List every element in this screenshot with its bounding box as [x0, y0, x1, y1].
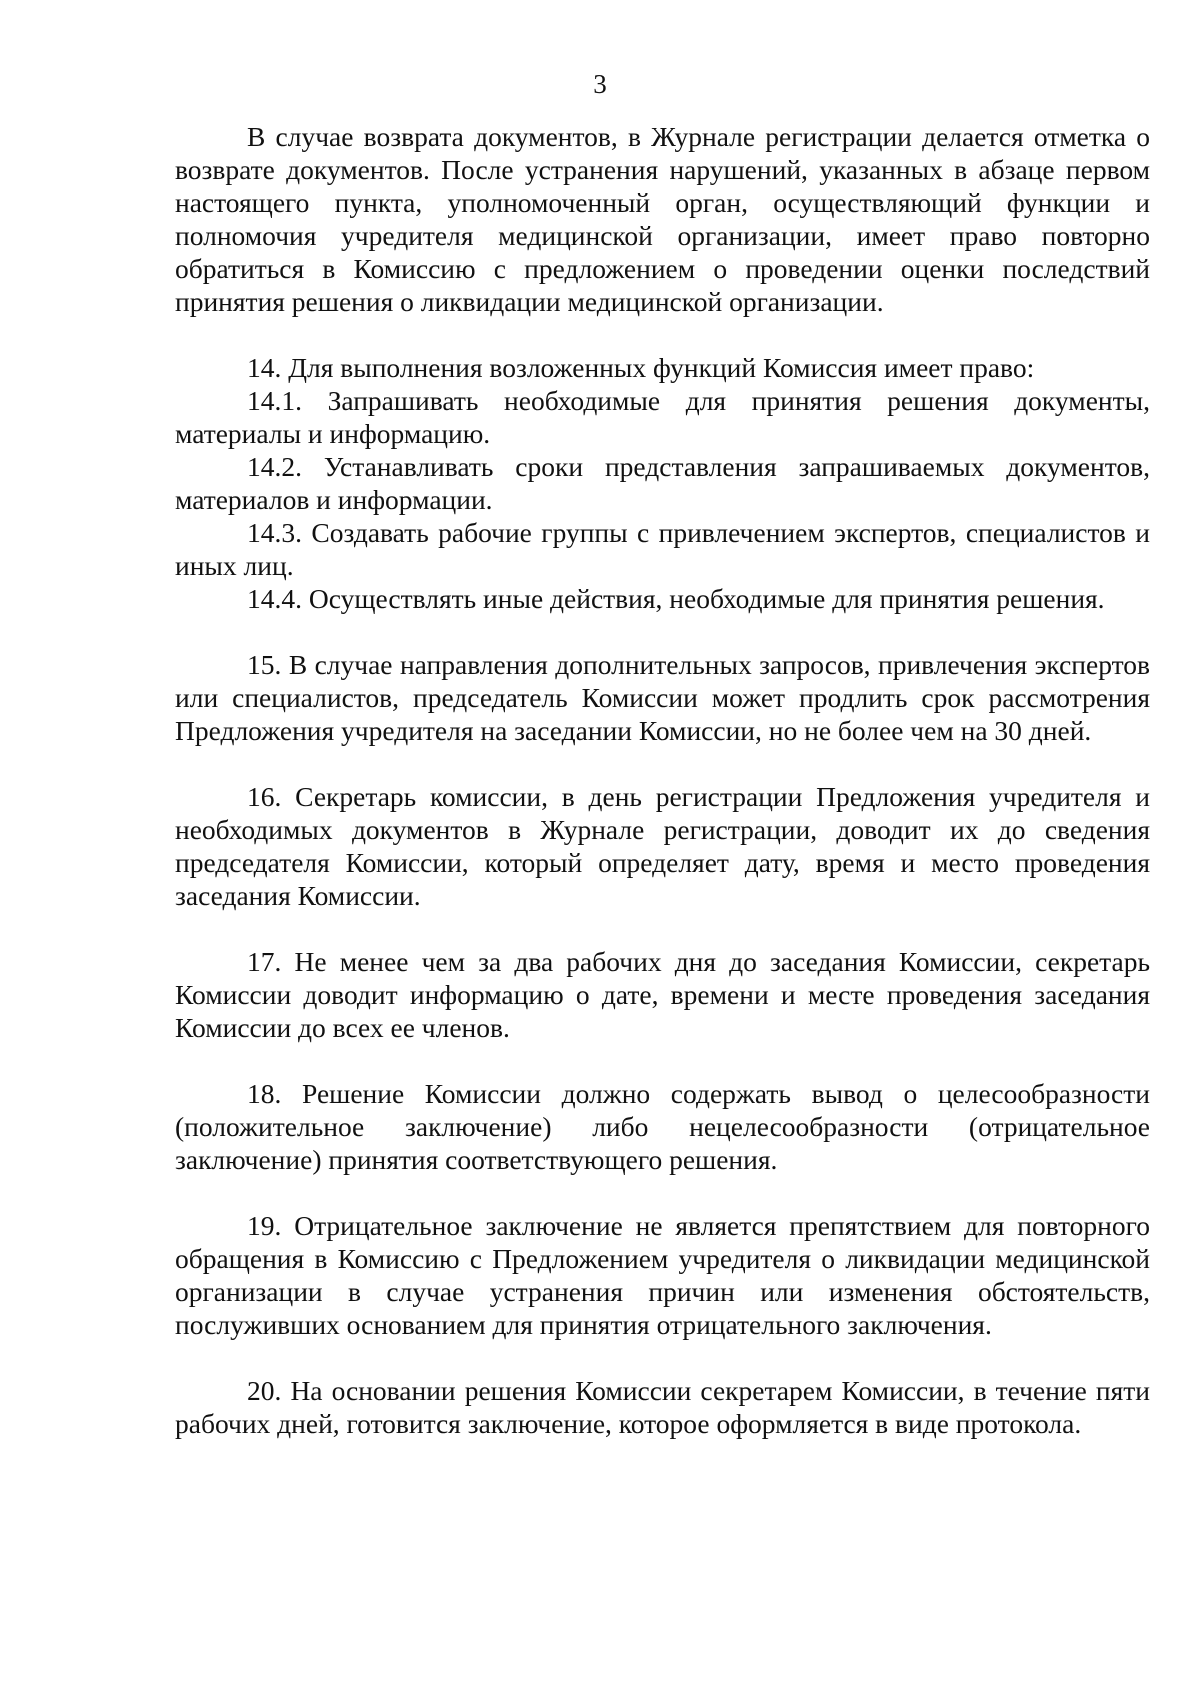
paragraph-return-of-documents: В случае возврата документов, в Журнале регистрации делается отметка о возврате документов. После устранения нарушений, указанных в абзаце первом настоящего пункта, уполномоченный орган, осуществляющий функции и полномочия учредителя медицинской организации, имеет право повторно обратиться в Комиссию с предложением о проведении оценки последствий принятия решения о ликвидации медицинской организации. [175, 121, 1150, 317]
paragraph-14-2: 14.2. Устанавливать сроки представления запрашиваемых документов, материалов и информации. [175, 451, 1150, 515]
paragraph-17: 17. Не менее чем за два рабочих дня до заседания Комиссии, секретарь Комиссии доводит информацию о дате, времени и месте проведения заседания Комиссии до всех ее членов. [175, 946, 1150, 1043]
paragraph-14-3: 14.3. Создавать рабочие группы с привлечением экспертов, специалистов и иных лиц. [175, 517, 1150, 581]
paragraph-14-4: 14.4. Осуществлять иные действия, необходимые для принятия решения. [247, 583, 1105, 614]
paragraph-19: 19. Отрицательное заключение не является препятствием для повторного обращения в Комиссию с Предложением учредителя о ликвидации медицинской организации в случае устранения причин или изменения обстоятельств, послуживших основанием для принятия отрицательного заключения. [175, 1210, 1150, 1340]
paragraph-16: 16. Секретарь комиссии, в день регистрации Предложения учредителя и необходимых документов в Журнале регистрации, доводит их до сведения председателя Комиссии, который определяет дату, время и место проведения заседания Комиссии. [175, 781, 1150, 911]
paragraph-15: 15. В случае направления дополнительных запросов, привлечения экспертов или специалистов, председатель Комиссии может продлить срок рассмотрения Предложения учредителя на заседании Комиссии, но не более чем на 30 дней. [175, 649, 1150, 746]
paragraph-20: 20. На основании решения Комиссии секретарем Комиссии, в течение пяти рабочих дней, готовится заключение, которое оформляется в виде протокола. [175, 1375, 1150, 1439]
document-body [175, 120, 1150, 1440]
page-number: 3 [593, 69, 607, 99]
paragraph-18: 18. Решение Комиссии должно содержать вывод о целесообразности (положительное заключение) либо нецелесообразности (отрицательное заключение) принятия соответствующего решения. [175, 1078, 1150, 1175]
paragraph-14-1: 14.1. Запрашивать необходимые для принятия решения документы, материалы и информацию. [175, 385, 1150, 449]
paragraph-14: 14. Для выполнения возложенных функций Комиссия имеет право: [247, 352, 1035, 383]
